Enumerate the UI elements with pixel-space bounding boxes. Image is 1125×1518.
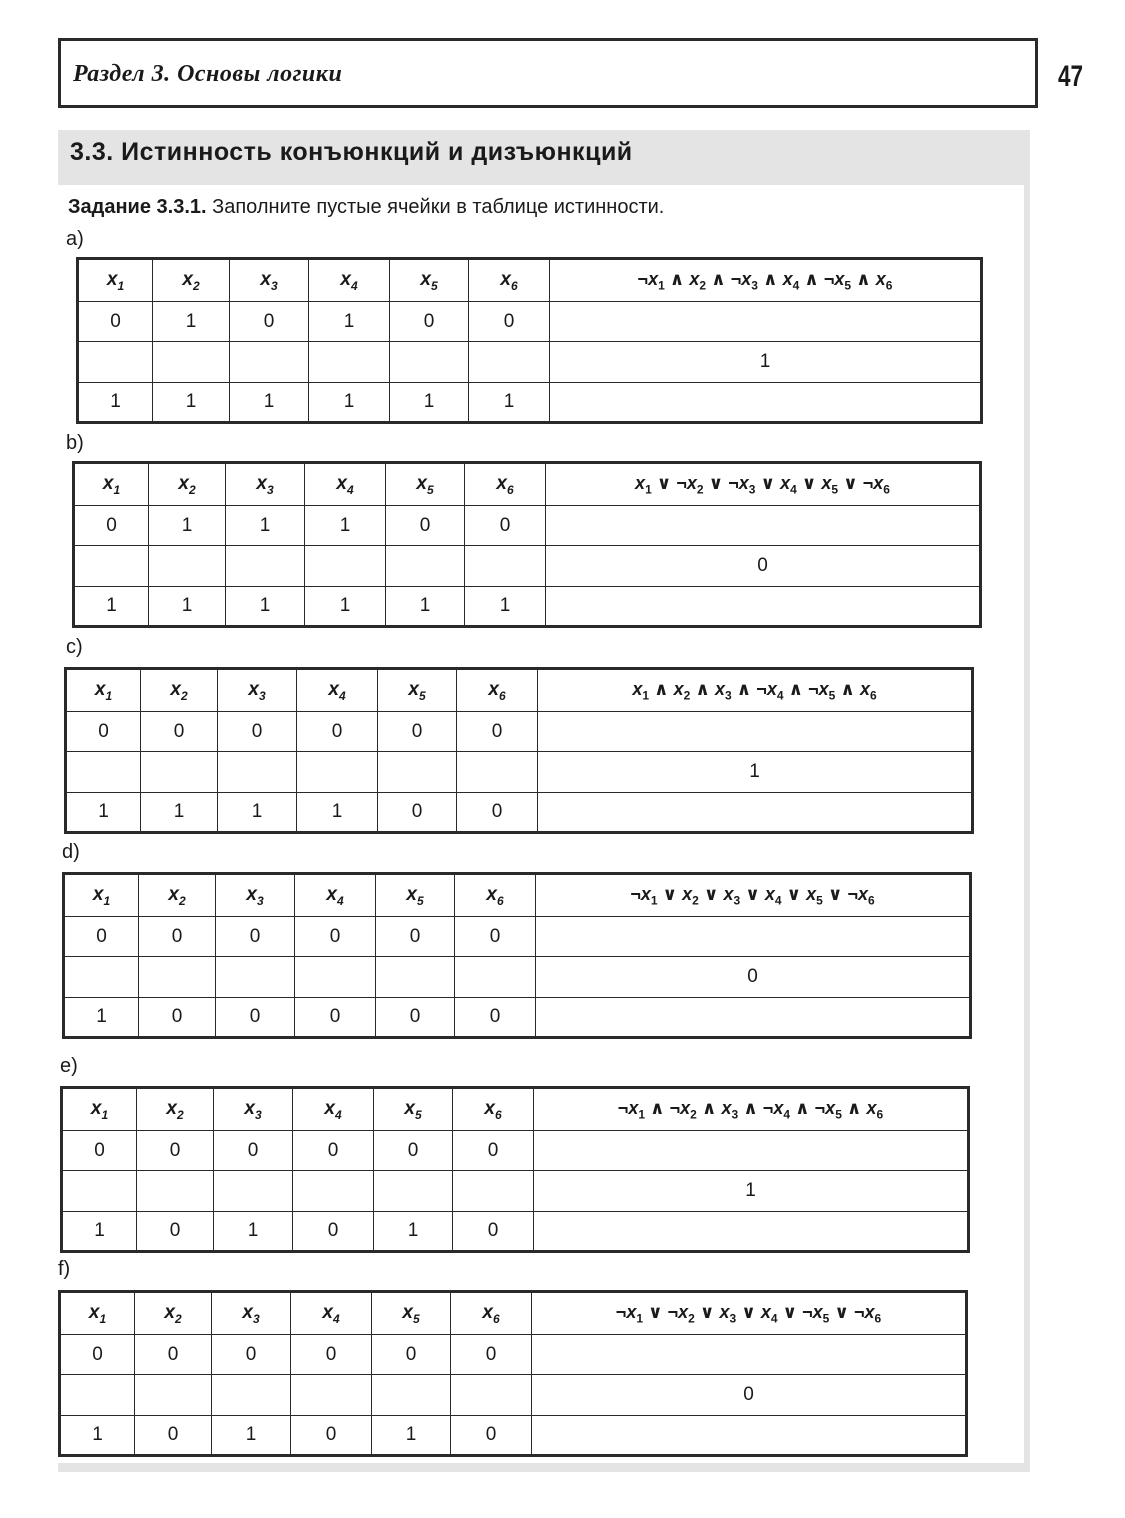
truth-table xyxy=(72,461,982,628)
column-header: $x_5$ xyxy=(378,669,457,712)
result-cell: 0 xyxy=(536,957,971,998)
value-cell: 1 xyxy=(372,1416,451,1456)
value-cell: 1 xyxy=(212,1416,291,1456)
value-cell: 0 xyxy=(390,302,469,342)
column-header: $x_2$ xyxy=(137,1088,214,1131)
truth-table xyxy=(64,667,974,834)
column-header: $x_5$ xyxy=(376,874,455,917)
value-cell: 0 xyxy=(139,917,216,957)
value-cell: 1 xyxy=(153,383,230,423)
column-header: $x_1$ xyxy=(78,259,153,302)
value-cell: 1 xyxy=(309,302,390,342)
value-cell: 0 xyxy=(293,1212,374,1252)
table-header-row xyxy=(78,259,982,302)
value-cell: 1 xyxy=(469,383,550,423)
empty-cell[interactable] xyxy=(374,1171,453,1212)
column-header: $x_2$ xyxy=(135,1292,212,1335)
value-cell: 1 xyxy=(214,1212,293,1252)
value-cell: 0 xyxy=(451,1335,532,1375)
table-row xyxy=(66,752,973,793)
value-cell: 0 xyxy=(212,1335,291,1375)
column-header: $x_4$ xyxy=(293,1088,374,1131)
column-header: $x_6$ xyxy=(455,874,536,917)
task-text: Заполните пустые ячейки в таблице истинности. xyxy=(212,196,665,218)
column-header: $x_3$ xyxy=(214,1088,293,1131)
table-header-row xyxy=(60,1292,967,1335)
formula-header: $\neg x_1$ ∧ $x_2$ ∧ $\neg x_3$ ∧ $x_4$ ∧ $\neg x_5$ ∧ $x_6$ xyxy=(550,259,982,302)
table-header-row xyxy=(62,1088,969,1131)
value-cell: 0 xyxy=(78,302,153,342)
empty-result-cell[interactable] xyxy=(546,506,981,546)
table-row xyxy=(66,712,973,752)
empty-cell[interactable] xyxy=(295,957,376,998)
empty-cell[interactable] xyxy=(218,752,297,793)
column-header: $x_3$ xyxy=(226,463,305,506)
empty-cell[interactable] xyxy=(376,957,455,998)
table-header-row xyxy=(66,669,973,712)
value-cell: 0 xyxy=(230,302,309,342)
column-header: $x_5$ xyxy=(372,1292,451,1335)
table-label: d) xyxy=(62,841,80,863)
value-cell: 0 xyxy=(216,998,295,1038)
table-row xyxy=(74,587,981,627)
empty-result-cell[interactable] xyxy=(536,998,971,1038)
value-cell: 0 xyxy=(465,506,546,546)
table-label: f) xyxy=(58,1258,71,1280)
table-label: a) xyxy=(66,228,84,250)
formula-header: $\neg x_1$ ∨ $x_2$ ∨ $x_3$ ∨ $x_4$ ∨ $x_5$ ∨ $\neg x_6$ xyxy=(536,874,971,917)
value-cell: 1 xyxy=(78,383,153,423)
column-header: $x_4$ xyxy=(297,669,378,712)
value-cell: 1 xyxy=(465,587,546,627)
value-cell: 1 xyxy=(230,383,309,423)
value-cell: 1 xyxy=(386,587,465,627)
value-cell: 0 xyxy=(378,793,457,833)
value-cell: 1 xyxy=(62,1212,137,1252)
empty-cell[interactable] xyxy=(226,546,305,587)
empty-cell[interactable] xyxy=(214,1171,293,1212)
value-cell: 0 xyxy=(137,1212,214,1252)
column-header: $x_3$ xyxy=(212,1292,291,1335)
table-row xyxy=(62,1131,969,1171)
value-cell: 0 xyxy=(218,712,297,752)
result-cell: 1 xyxy=(534,1171,969,1212)
chapter-title: Раздел 3. Основы логики xyxy=(73,61,343,87)
result-cell: 1 xyxy=(538,752,973,793)
empty-cell[interactable] xyxy=(141,752,218,793)
table-row xyxy=(78,302,982,342)
table-row xyxy=(64,998,971,1038)
value-cell: 0 xyxy=(469,302,550,342)
table-header-row xyxy=(74,463,981,506)
column-header: $x_2$ xyxy=(149,463,226,506)
empty-cell[interactable] xyxy=(451,1375,532,1416)
formula-header: $\neg x_1$ ∨ $\neg x_2$ ∨ $x_3$ ∨ $x_4$ ∨ $\neg x_5$ ∨ $\neg x_6$ xyxy=(532,1292,967,1335)
column-header: $x_1$ xyxy=(66,669,141,712)
empty-cell[interactable] xyxy=(139,957,216,998)
empty-result-cell[interactable] xyxy=(534,1212,969,1252)
value-cell: 1 xyxy=(305,506,386,546)
table-row xyxy=(60,1375,967,1416)
value-cell: 1 xyxy=(226,506,305,546)
table-row xyxy=(74,506,981,546)
empty-cell[interactable] xyxy=(153,342,230,383)
empty-cell[interactable] xyxy=(390,342,469,383)
value-cell: 0 xyxy=(457,712,538,752)
value-cell: 1 xyxy=(74,587,149,627)
value-cell: 1 xyxy=(297,793,378,833)
value-cell: 0 xyxy=(455,998,536,1038)
value-cell: 0 xyxy=(216,917,295,957)
empty-cell[interactable] xyxy=(465,546,546,587)
empty-cell[interactable] xyxy=(216,957,295,998)
value-cell: 0 xyxy=(297,712,378,752)
column-header: $x_1$ xyxy=(64,874,139,917)
value-cell: 0 xyxy=(66,712,141,752)
table-row xyxy=(60,1335,967,1375)
task-label: Задание 3.3.1. xyxy=(68,196,207,218)
empty-cell[interactable] xyxy=(74,546,149,587)
formula-header: $x_1$ ∨ $\neg x_2$ ∨ $\neg x_3$ ∨ $x_4$ ∨ $x_5$ ∨ $\neg x_6$ xyxy=(546,463,981,506)
value-cell: 0 xyxy=(453,1131,534,1171)
empty-cell[interactable] xyxy=(386,546,465,587)
result-cell: 1 xyxy=(550,342,982,383)
column-header: $x_4$ xyxy=(309,259,390,302)
table-row xyxy=(78,342,982,383)
empty-result-cell[interactable] xyxy=(532,1416,967,1456)
value-cell: 0 xyxy=(376,917,455,957)
empty-cell[interactable] xyxy=(78,342,153,383)
value-cell: 1 xyxy=(226,587,305,627)
value-cell: 1 xyxy=(153,302,230,342)
column-header: $x_5$ xyxy=(386,463,465,506)
column-header: $x_6$ xyxy=(451,1292,532,1335)
table-label: e) xyxy=(60,1055,78,1077)
formula-header: $x_1$ ∧ $x_2$ ∧ $x_3$ ∧ $\neg x_4$ ∧ $\neg x_5$ ∧ $x_6$ xyxy=(538,669,973,712)
truth-table xyxy=(76,257,983,424)
empty-cell[interactable] xyxy=(212,1375,291,1416)
value-cell: 0 xyxy=(372,1335,451,1375)
value-cell: 0 xyxy=(451,1416,532,1456)
empty-result-cell[interactable] xyxy=(546,587,981,627)
table-row xyxy=(74,546,981,587)
table-row xyxy=(64,957,971,998)
empty-cell[interactable] xyxy=(372,1375,451,1416)
value-cell: 0 xyxy=(386,506,465,546)
chapter-header xyxy=(58,38,1038,108)
empty-cell[interactable] xyxy=(453,1171,534,1212)
empty-cell[interactable] xyxy=(64,957,139,998)
empty-cell[interactable] xyxy=(135,1375,212,1416)
value-cell: 0 xyxy=(457,793,538,833)
column-header: $x_6$ xyxy=(453,1088,534,1131)
column-header: $x_6$ xyxy=(469,259,550,302)
column-header: $x_5$ xyxy=(390,259,469,302)
value-cell: 0 xyxy=(378,712,457,752)
task-statement xyxy=(68,196,664,219)
empty-cell[interactable] xyxy=(291,1375,372,1416)
value-cell: 0 xyxy=(137,1131,214,1171)
value-cell: 0 xyxy=(62,1131,137,1171)
table-row xyxy=(60,1416,967,1456)
result-cell: 0 xyxy=(532,1375,967,1416)
value-cell: 0 xyxy=(135,1416,212,1456)
column-header: $x_2$ xyxy=(141,669,218,712)
table-row xyxy=(62,1171,969,1212)
value-cell: 0 xyxy=(376,998,455,1038)
empty-cell[interactable] xyxy=(137,1171,214,1212)
table-row xyxy=(64,917,971,957)
section-title: 3.3. Истинность конъюнкций и дизъюнкций xyxy=(70,138,633,166)
column-header: $x_1$ xyxy=(74,463,149,506)
empty-cell[interactable] xyxy=(469,342,550,383)
value-cell: 0 xyxy=(295,998,376,1038)
truth-table xyxy=(60,1086,970,1253)
column-header: $x_1$ xyxy=(62,1088,137,1131)
value-cell: 1 xyxy=(374,1212,453,1252)
table-row xyxy=(62,1212,969,1252)
empty-cell[interactable] xyxy=(149,546,226,587)
value-cell: 1 xyxy=(66,793,141,833)
empty-cell[interactable] xyxy=(297,752,378,793)
value-cell: 1 xyxy=(305,587,386,627)
value-cell: 1 xyxy=(390,383,469,423)
column-header: $x_4$ xyxy=(305,463,386,506)
value-cell: 0 xyxy=(214,1131,293,1171)
column-header: $x_6$ xyxy=(457,669,538,712)
truth-table xyxy=(62,872,972,1039)
column-header: $x_3$ xyxy=(218,669,297,712)
empty-cell[interactable] xyxy=(66,752,141,793)
value-cell: 0 xyxy=(60,1335,135,1375)
value-cell: 0 xyxy=(64,917,139,957)
empty-result-cell[interactable] xyxy=(550,383,982,423)
value-cell: 1 xyxy=(141,793,218,833)
empty-cell[interactable] xyxy=(378,752,457,793)
column-header: $x_4$ xyxy=(295,874,376,917)
value-cell: 0 xyxy=(293,1131,374,1171)
value-cell: 0 xyxy=(141,712,218,752)
empty-result-cell[interactable] xyxy=(538,793,973,833)
result-cell: 0 xyxy=(546,546,981,587)
empty-result-cell[interactable] xyxy=(538,712,973,752)
empty-result-cell[interactable] xyxy=(536,917,971,957)
column-header: $x_5$ xyxy=(374,1088,453,1131)
truth-table xyxy=(58,1290,968,1457)
value-cell: 1 xyxy=(60,1416,135,1456)
value-cell: 0 xyxy=(135,1335,212,1375)
formula-header: $\neg x_1$ ∧ $\neg x_2$ ∧ $x_3$ ∧ $\neg x_4$ ∧ $\neg x_5$ ∧ $x_6$ xyxy=(534,1088,969,1131)
value-cell: 0 xyxy=(291,1416,372,1456)
table-row xyxy=(78,383,982,423)
empty-result-cell[interactable] xyxy=(550,302,982,342)
value-cell: 1 xyxy=(64,998,139,1038)
empty-result-cell[interactable] xyxy=(534,1131,969,1171)
empty-cell[interactable] xyxy=(293,1171,374,1212)
empty-cell[interactable] xyxy=(62,1171,137,1212)
table-row xyxy=(66,793,973,833)
value-cell: 0 xyxy=(455,917,536,957)
column-header: $x_4$ xyxy=(291,1292,372,1335)
column-header: $x_3$ xyxy=(216,874,295,917)
empty-cell[interactable] xyxy=(230,342,309,383)
value-cell: 1 xyxy=(218,793,297,833)
column-header: $x_6$ xyxy=(465,463,546,506)
column-header: $x_2$ xyxy=(153,259,230,302)
value-cell: 1 xyxy=(149,587,226,627)
empty-cell[interactable] xyxy=(309,342,390,383)
column-header: $x_2$ xyxy=(139,874,216,917)
column-header: $x_3$ xyxy=(230,259,309,302)
value-cell: 1 xyxy=(149,506,226,546)
column-header: $x_1$ xyxy=(60,1292,135,1335)
value-cell: 0 xyxy=(374,1131,453,1171)
empty-cell[interactable] xyxy=(457,752,538,793)
empty-cell[interactable] xyxy=(455,957,536,998)
empty-cell[interactable] xyxy=(305,546,386,587)
value-cell: 0 xyxy=(74,506,149,546)
value-cell: 0 xyxy=(291,1335,372,1375)
value-cell: 0 xyxy=(453,1212,534,1252)
table-label: c) xyxy=(66,636,83,658)
table-header-row xyxy=(64,874,971,917)
value-cell: 0 xyxy=(295,917,376,957)
value-cell: 1 xyxy=(309,383,390,423)
page-number: 47 xyxy=(1058,60,1084,93)
empty-cell[interactable] xyxy=(60,1375,135,1416)
table-label: b) xyxy=(66,432,84,454)
value-cell: 0 xyxy=(139,998,216,1038)
empty-result-cell[interactable] xyxy=(532,1335,967,1375)
